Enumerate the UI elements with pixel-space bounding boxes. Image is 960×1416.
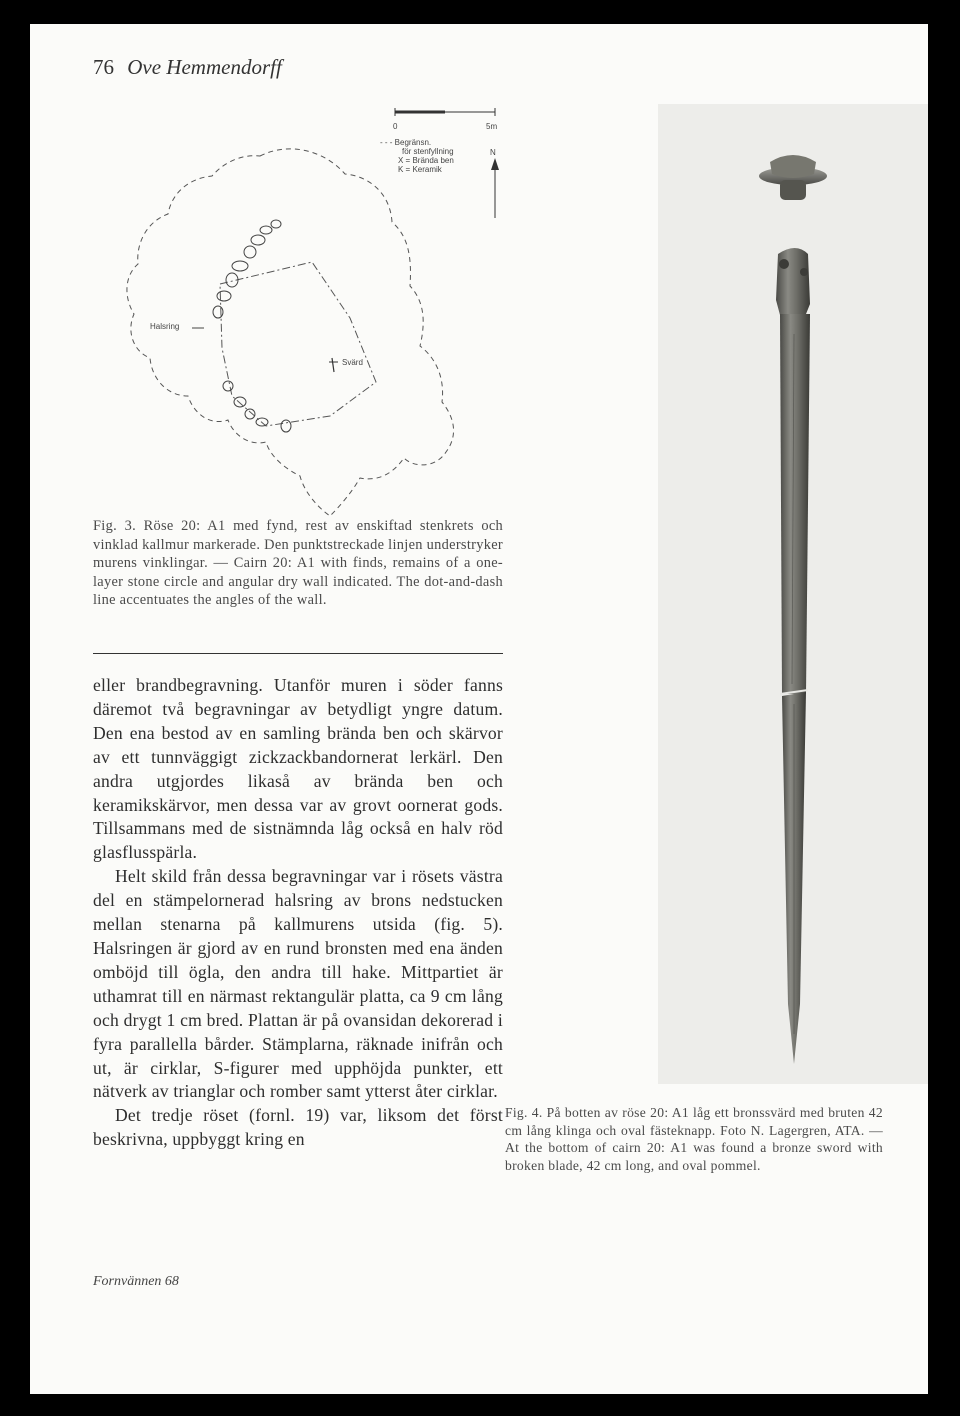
label-svard: Svärd [342,358,363,367]
paragraph-2: Helt skild från dessa begravningar var i rösets västra del en stämpelornerad halsring av brons nedstucken mellan stenarna på kallmurens utsida (fig. 5). Halsringen är gjord av en rund bronsten med ena änden omböjd till ögla, den andra till hake. Mittpartiet är uthamrat till en närmast rektangulär platta, ca 9 cm lång och drygt 1 cm bred. Plattan är på ovansidan dekorerad i fyra parallella bårder. Stämplarna, räknade inifrån och ut, är cirklar, S-figurer med upphöjda punkter, ett nätverk av trianglar och romber samt ytterst åter cirklar. [93,866,503,1102]
fig4-caption [505,1104,883,1174]
scale-end: 5m [486,122,498,131]
legend-line-4: K = Keramik [398,165,442,174]
fig4-caption-swedish: Fig. 4. På botten av röse 20: A1 låg ett bronssvärd med bruten 42 cm lång klinga och oval fästeknapp. Foto N. Lagergren, ATA. — [505,1105,883,1138]
fig4-caption-english: At the bottom of cairn 20: A1 was found a bronze sword with broken blade, 42 cm long, and oval pommel. [505,1140,883,1173]
scale-zero: 0 [393,122,398,131]
legend-dash-symbol: - - - [380,138,393,147]
fig3-caption [93,517,503,610]
legend-line-2: för stenfyllning [402,147,454,156]
north-letter: N [490,148,496,157]
paragraph-3: Det tredje röset (fornl. 19) var, liksom det först beskrivna, uppbyggt kring en [93,1105,503,1150]
sword-image [658,104,928,1084]
caption-divider [93,653,503,654]
author-name: Ove Hemmendorff [127,55,282,79]
sword-photo [658,104,928,1084]
fig3-caption-english: Cairn 20: A1 with finds, remains of a one-layer stone circle and angular dry wall indicated. The dot-and-dash line accentuates the angles of the wall. [93,555,504,609]
running-head [93,55,282,80]
cairn-plan-map [90,96,540,526]
body-text [93,674,503,1152]
journal-footer: Fornvännen 68 [93,1274,179,1289]
legend-line-1 [380,138,431,147]
fig3-caption-swedish: Fig. 3. Röse 20: A1 med fynd, rest av enskiftad stenkrets och vinklad kallmur markerade. Den punktstreckade linjen understryker murens vinklingar. — [93,518,503,572]
legend-boundary: Begränsn. [394,138,432,147]
plan-drawing [90,96,540,526]
journal-page [30,24,928,1394]
label-halsring: Halsring [150,322,180,331]
page-number: 76 [93,55,114,79]
paragraph-1: eller brandbegravning. Utanför muren i söder fanns däremot två begravningar av betydligt yngre datum. Den ena bestod av en samling brända ben och skärvor av ett tunnväggigt zickzackbandornerat lerkärl. Den andra utgjordes likaså av brända ben och keramikskärvor, men dessa var av grovt oornerat gods. Tillsammans med de sistnämnda låg också en halv röd glasflusspärla. [93,675,503,863]
legend-line-3: X = Brända ben [398,156,454,165]
